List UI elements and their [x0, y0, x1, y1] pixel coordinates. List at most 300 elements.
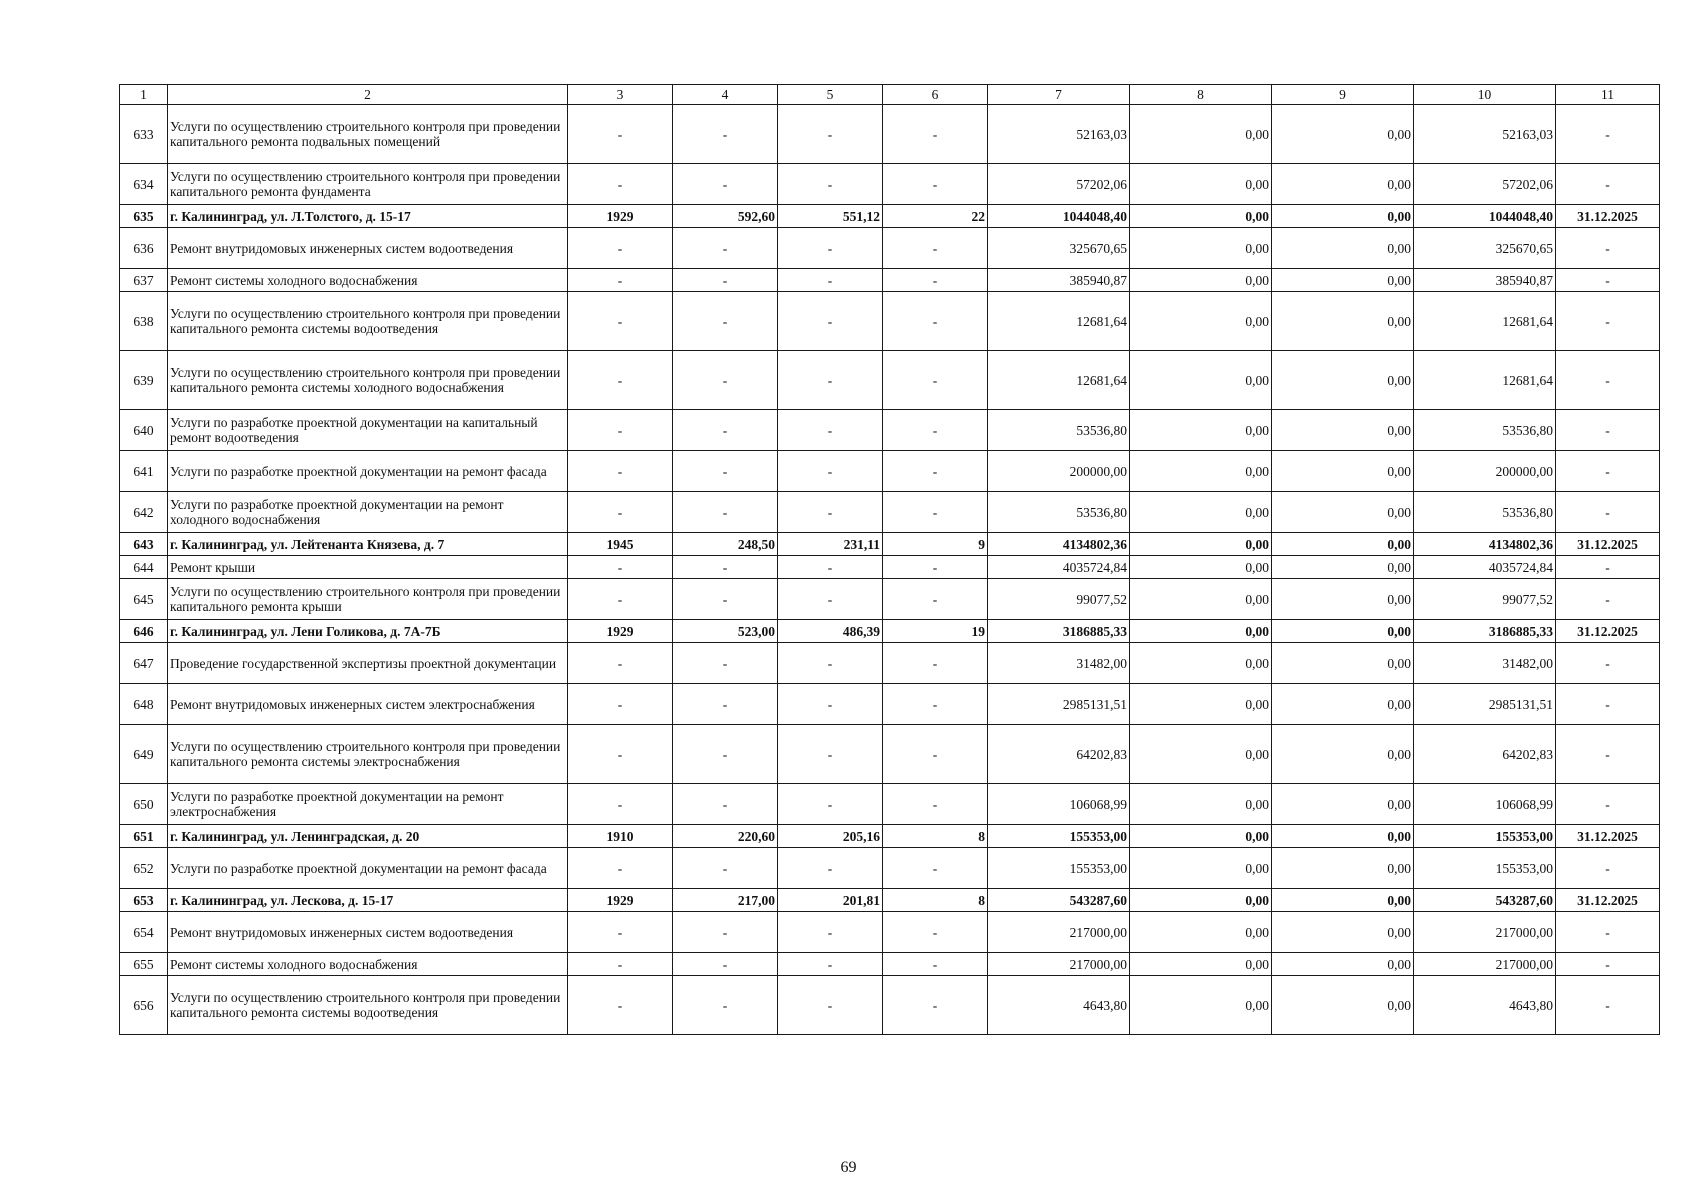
year-built-cell: -: [568, 164, 673, 205]
completion-date-cell: -: [1556, 725, 1660, 784]
living-area-cell: -: [778, 292, 883, 351]
other-cost-cell: 0,00: [1272, 292, 1414, 351]
capital-repair-cost-cell: 200000,00: [1414, 451, 1556, 492]
total-cost-cell: 2985131,51: [988, 684, 1130, 725]
total-area-cell: -: [673, 451, 778, 492]
total-area-cell: -: [673, 976, 778, 1035]
residents-cell: 9: [883, 533, 988, 556]
total-cost-cell: 53536,80: [988, 492, 1130, 533]
column-header: 7: [988, 85, 1130, 105]
description-cell: Ремонт внутридомовых инженерных систем электроснабжения: [168, 684, 568, 725]
completion-date-cell: -: [1556, 684, 1660, 725]
completion-date-cell: -: [1556, 410, 1660, 451]
completion-date-cell: 31.12.2025: [1556, 620, 1660, 643]
residents-cell: -: [883, 351, 988, 410]
total-cost-cell: 543287,60: [988, 889, 1130, 912]
total-area-cell: -: [673, 228, 778, 269]
fund-cost-cell: 0,00: [1130, 269, 1272, 292]
work-item-row: [120, 351, 1660, 410]
living-area-cell: 486,39: [778, 620, 883, 643]
description-cell: г. Калининград, ул. Лени Голикова, д. 7А-7Б: [168, 620, 568, 643]
fund-cost-cell: 0,00: [1130, 410, 1272, 451]
total-cost-cell: 64202,83: [988, 725, 1130, 784]
work-item-row: [120, 976, 1660, 1035]
column-header: 9: [1272, 85, 1414, 105]
year-built-cell: -: [568, 579, 673, 620]
work-item-row: [120, 451, 1660, 492]
residents-cell: -: [883, 410, 988, 451]
year-built-cell: 1945: [568, 533, 673, 556]
residents-cell: -: [883, 784, 988, 825]
completion-date-cell: -: [1556, 848, 1660, 889]
total-area-cell: -: [673, 292, 778, 351]
year-built-cell: -: [568, 492, 673, 533]
completion-date-cell: -: [1556, 105, 1660, 164]
fund-cost-cell: 0,00: [1130, 643, 1272, 684]
completion-date-cell: -: [1556, 912, 1660, 953]
other-cost-cell: 0,00: [1272, 953, 1414, 976]
year-built-cell: -: [568, 451, 673, 492]
description-cell: Ремонт системы холодного водоснабжения: [168, 269, 568, 292]
year-built-cell: -: [568, 228, 673, 269]
column-header: 2: [168, 85, 568, 105]
other-cost-cell: 0,00: [1272, 269, 1414, 292]
total-cost-cell: 99077,52: [988, 579, 1130, 620]
year-built-cell: -: [568, 643, 673, 684]
year-built-cell: -: [568, 351, 673, 410]
year-built-cell: -: [568, 725, 673, 784]
fund-cost-cell: 0,00: [1130, 205, 1272, 228]
residents-cell: -: [883, 848, 988, 889]
living-area-cell: 231,11: [778, 533, 883, 556]
residents-cell: -: [883, 164, 988, 205]
column-header: 5: [778, 85, 883, 105]
row-number-cell: 654: [120, 912, 168, 953]
capital-repair-cost-cell: 53536,80: [1414, 492, 1556, 533]
total-cost-cell: 4134802,36: [988, 533, 1130, 556]
year-built-cell: -: [568, 684, 673, 725]
capital-repair-cost-cell: 217000,00: [1414, 912, 1556, 953]
other-cost-cell: 0,00: [1272, 492, 1414, 533]
work-item-row: [120, 579, 1660, 620]
total-cost-cell: 1044048,40: [988, 205, 1130, 228]
fund-cost-cell: 0,00: [1130, 825, 1272, 848]
year-built-cell: 1910: [568, 825, 673, 848]
description-cell: г. Калининград, ул. Ленинградская, д. 20: [168, 825, 568, 848]
living-area-cell: -: [778, 953, 883, 976]
building-row: [120, 205, 1660, 228]
fund-cost-cell: 0,00: [1130, 556, 1272, 579]
work-item-row: [120, 912, 1660, 953]
total-cost-cell: 57202,06: [988, 164, 1130, 205]
total-area-cell: -: [673, 643, 778, 684]
total-area-cell: -: [673, 556, 778, 579]
capital-repair-cost-cell: 4643,80: [1414, 976, 1556, 1035]
description-cell: Услуги по разработке проектной документации на ремонт фасада: [168, 848, 568, 889]
fund-cost-cell: 0,00: [1130, 579, 1272, 620]
description-cell: г. Калининград, ул. Лейтенанта Князева, д. 7: [168, 533, 568, 556]
fund-cost-cell: 0,00: [1130, 912, 1272, 953]
building-row: [120, 620, 1660, 643]
living-area-cell: -: [778, 492, 883, 533]
work-item-row: [120, 228, 1660, 269]
column-number-header-row: [120, 85, 1660, 105]
work-item-row: [120, 643, 1660, 684]
living-area-cell: -: [778, 228, 883, 269]
total-cost-cell: 12681,64: [988, 292, 1130, 351]
row-number-cell: 636: [120, 228, 168, 269]
capital-repair-cost-cell: 4134802,36: [1414, 533, 1556, 556]
total-area-cell: -: [673, 164, 778, 205]
other-cost-cell: 0,00: [1272, 825, 1414, 848]
row-number-cell: 641: [120, 451, 168, 492]
residents-cell: -: [883, 953, 988, 976]
capital-repair-cost-cell: 155353,00: [1414, 848, 1556, 889]
row-number-cell: 647: [120, 643, 168, 684]
work-item-row: [120, 269, 1660, 292]
fund-cost-cell: 0,00: [1130, 784, 1272, 825]
other-cost-cell: 0,00: [1272, 410, 1414, 451]
column-header: 8: [1130, 85, 1272, 105]
capital-repair-cost-cell: 543287,60: [1414, 889, 1556, 912]
work-item-row: [120, 492, 1660, 533]
residents-cell: -: [883, 643, 988, 684]
residents-cell: -: [883, 725, 988, 784]
living-area-cell: -: [778, 725, 883, 784]
capital-repair-cost-cell: 1044048,40: [1414, 205, 1556, 228]
work-item-row: [120, 684, 1660, 725]
year-built-cell: -: [568, 105, 673, 164]
residents-cell: -: [883, 556, 988, 579]
other-cost-cell: 0,00: [1272, 620, 1414, 643]
total-cost-cell: 385940,87: [988, 269, 1130, 292]
capital-repair-cost-cell: 3186885,33: [1414, 620, 1556, 643]
description-cell: Услуги по осуществлению строительного контроля при проведении капитального ремонта подвальных помещений: [168, 105, 568, 164]
completion-date-cell: -: [1556, 643, 1660, 684]
description-cell: Услуги по осуществлению строительного контроля при проведении капитального ремонта крыши: [168, 579, 568, 620]
column-header: 10: [1414, 85, 1556, 105]
year-built-cell: -: [568, 292, 673, 351]
description-cell: Ремонт системы холодного водоснабжения: [168, 953, 568, 976]
description-cell: г. Калининград, ул. Лескова, д. 15-17: [168, 889, 568, 912]
other-cost-cell: 0,00: [1272, 889, 1414, 912]
total-cost-cell: 217000,00: [988, 953, 1130, 976]
fund-cost-cell: 0,00: [1130, 228, 1272, 269]
row-number-cell: 635: [120, 205, 168, 228]
total-area-cell: -: [673, 269, 778, 292]
capital-repair-cost-cell: 31482,00: [1414, 643, 1556, 684]
other-cost-cell: 0,00: [1272, 351, 1414, 410]
total-area-cell: 220,60: [673, 825, 778, 848]
other-cost-cell: 0,00: [1272, 533, 1414, 556]
capital-repair-cost-cell: 2985131,51: [1414, 684, 1556, 725]
other-cost-cell: 0,00: [1272, 105, 1414, 164]
other-cost-cell: 0,00: [1272, 784, 1414, 825]
completion-date-cell: -: [1556, 451, 1660, 492]
year-built-cell: -: [568, 848, 673, 889]
living-area-cell: -: [778, 912, 883, 953]
residents-cell: -: [883, 269, 988, 292]
total-area-cell: -: [673, 105, 778, 164]
fund-cost-cell: 0,00: [1130, 164, 1272, 205]
column-header: 1: [120, 85, 168, 105]
capital-repair-cost-cell: 12681,64: [1414, 292, 1556, 351]
total-cost-cell: 12681,64: [988, 351, 1130, 410]
year-built-cell: 1929: [568, 620, 673, 643]
living-area-cell: -: [778, 164, 883, 205]
row-number-cell: 656: [120, 976, 168, 1035]
residents-cell: -: [883, 292, 988, 351]
total-cost-cell: 155353,00: [988, 848, 1130, 889]
fund-cost-cell: 0,00: [1130, 725, 1272, 784]
fund-cost-cell: 0,00: [1130, 889, 1272, 912]
capital-repair-cost-cell: 64202,83: [1414, 725, 1556, 784]
capital-repair-cost-cell: 52163,03: [1414, 105, 1556, 164]
total-area-cell: -: [673, 912, 778, 953]
year-built-cell: -: [568, 556, 673, 579]
capital-repair-cost-cell: 106068,99: [1414, 784, 1556, 825]
capital-repair-cost-cell: 155353,00: [1414, 825, 1556, 848]
row-number-cell: 648: [120, 684, 168, 725]
description-cell: Проведение государственной экспертизы проектной документации: [168, 643, 568, 684]
total-cost-cell: 106068,99: [988, 784, 1130, 825]
row-number-cell: 646: [120, 620, 168, 643]
living-area-cell: 205,16: [778, 825, 883, 848]
other-cost-cell: 0,00: [1272, 228, 1414, 269]
residents-cell: -: [883, 228, 988, 269]
completion-date-cell: -: [1556, 784, 1660, 825]
other-cost-cell: 0,00: [1272, 684, 1414, 725]
total-area-cell: -: [673, 848, 778, 889]
living-area-cell: -: [778, 784, 883, 825]
work-item-row: [120, 848, 1660, 889]
completion-date-cell: 31.12.2025: [1556, 889, 1660, 912]
description-cell: Услуги по осуществлению строительного контроля при проведении капитального ремонта системы электроснабжения: [168, 725, 568, 784]
total-cost-cell: 3186885,33: [988, 620, 1130, 643]
total-area-cell: -: [673, 410, 778, 451]
row-number-cell: 643: [120, 533, 168, 556]
completion-date-cell: -: [1556, 292, 1660, 351]
living-area-cell: 201,81: [778, 889, 883, 912]
residents-cell: 19: [883, 620, 988, 643]
completion-date-cell: -: [1556, 228, 1660, 269]
year-built-cell: -: [568, 976, 673, 1035]
row-number-cell: 645: [120, 579, 168, 620]
other-cost-cell: 0,00: [1272, 912, 1414, 953]
residents-cell: 8: [883, 825, 988, 848]
living-area-cell: -: [778, 643, 883, 684]
year-built-cell: -: [568, 410, 673, 451]
total-area-cell: -: [673, 725, 778, 784]
completion-date-cell: -: [1556, 164, 1660, 205]
description-cell: Услуги по осуществлению строительного контроля при проведении капитального ремонта фундамента: [168, 164, 568, 205]
living-area-cell: -: [778, 451, 883, 492]
year-built-cell: 1929: [568, 205, 673, 228]
residents-cell: -: [883, 105, 988, 164]
living-area-cell: -: [778, 269, 883, 292]
work-item-row: [120, 784, 1660, 825]
building-row: [120, 889, 1660, 912]
total-cost-cell: 4643,80: [988, 976, 1130, 1035]
description-cell: Ремонт внутридомовых инженерных систем водоотведения: [168, 912, 568, 953]
description-cell: Услуги по осуществлению строительного контроля при проведении капитального ремонта системы водоотведения: [168, 292, 568, 351]
year-built-cell: -: [568, 953, 673, 976]
completion-date-cell: -: [1556, 556, 1660, 579]
living-area-cell: -: [778, 105, 883, 164]
capital-repair-cost-cell: 385940,87: [1414, 269, 1556, 292]
other-cost-cell: 0,00: [1272, 205, 1414, 228]
total-cost-cell: 31482,00: [988, 643, 1130, 684]
building-row: [120, 533, 1660, 556]
other-cost-cell: 0,00: [1272, 643, 1414, 684]
residents-cell: 8: [883, 889, 988, 912]
total-cost-cell: 200000,00: [988, 451, 1130, 492]
total-area-cell: 248,50: [673, 533, 778, 556]
total-cost-cell: 217000,00: [988, 912, 1130, 953]
description-cell: Услуги по разработке проектной документации на капитальный ремонт водоотведения: [168, 410, 568, 451]
total-cost-cell: 325670,65: [988, 228, 1130, 269]
row-number-cell: 640: [120, 410, 168, 451]
column-header: 3: [568, 85, 673, 105]
column-header: 11: [1556, 85, 1660, 105]
work-item-row: [120, 410, 1660, 451]
residents-cell: -: [883, 912, 988, 953]
total-area-cell: -: [673, 684, 778, 725]
total-area-cell: -: [673, 579, 778, 620]
fund-cost-cell: 0,00: [1130, 976, 1272, 1035]
column-header: 4: [673, 85, 778, 105]
completion-date-cell: 31.12.2025: [1556, 825, 1660, 848]
row-number-cell: 651: [120, 825, 168, 848]
total-cost-cell: 53536,80: [988, 410, 1130, 451]
description-cell: Услуги по разработке проектной документации на ремонт холодного водоснабжения: [168, 492, 568, 533]
capital-repair-cost-cell: 4035724,84: [1414, 556, 1556, 579]
description-cell: Ремонт внутридомовых инженерных систем водоотведения: [168, 228, 568, 269]
year-built-cell: -: [568, 912, 673, 953]
fund-cost-cell: 0,00: [1130, 684, 1272, 725]
row-number-cell: 652: [120, 848, 168, 889]
completion-date-cell: 31.12.2025: [1556, 205, 1660, 228]
work-item-row: [120, 164, 1660, 205]
total-cost-cell: 155353,00: [988, 825, 1130, 848]
fund-cost-cell: 0,00: [1130, 533, 1272, 556]
work-item-row: [120, 105, 1660, 164]
residents-cell: 22: [883, 205, 988, 228]
work-item-row: [120, 953, 1660, 976]
row-number-cell: 639: [120, 351, 168, 410]
total-cost-cell: 4035724,84: [988, 556, 1130, 579]
work-item-row: [120, 725, 1660, 784]
total-area-cell: 523,00: [673, 620, 778, 643]
living-area-cell: -: [778, 848, 883, 889]
total-area-cell: -: [673, 784, 778, 825]
total-area-cell: -: [673, 953, 778, 976]
fund-cost-cell: 0,00: [1130, 492, 1272, 533]
living-area-cell: -: [778, 579, 883, 620]
other-cost-cell: 0,00: [1272, 725, 1414, 784]
fund-cost-cell: 0,00: [1130, 848, 1272, 889]
year-built-cell: -: [568, 784, 673, 825]
total-area-cell: 592,60: [673, 205, 778, 228]
total-area-cell: 217,00: [673, 889, 778, 912]
capital-repair-table: [119, 84, 1660, 1035]
description-cell: Услуги по разработке проектной документации на ремонт фасада: [168, 451, 568, 492]
building-row: [120, 825, 1660, 848]
capital-repair-cost-cell: 325670,65: [1414, 228, 1556, 269]
row-number-cell: 650: [120, 784, 168, 825]
residents-cell: -: [883, 976, 988, 1035]
year-built-cell: -: [568, 269, 673, 292]
table-body: [120, 105, 1660, 1035]
row-number-cell: 649: [120, 725, 168, 784]
other-cost-cell: 0,00: [1272, 556, 1414, 579]
fund-cost-cell: 0,00: [1130, 105, 1272, 164]
row-number-cell: 644: [120, 556, 168, 579]
other-cost-cell: 0,00: [1272, 164, 1414, 205]
row-number-cell: 642: [120, 492, 168, 533]
capital-repair-cost-cell: 217000,00: [1414, 953, 1556, 976]
fund-cost-cell: 0,00: [1130, 953, 1272, 976]
completion-date-cell: -: [1556, 351, 1660, 410]
residents-cell: -: [883, 492, 988, 533]
living-area-cell: -: [778, 684, 883, 725]
living-area-cell: -: [778, 556, 883, 579]
work-item-row: [120, 292, 1660, 351]
fund-cost-cell: 0,00: [1130, 351, 1272, 410]
other-cost-cell: 0,00: [1272, 976, 1414, 1035]
completion-date-cell: 31.12.2025: [1556, 533, 1660, 556]
capital-repair-cost-cell: 53536,80: [1414, 410, 1556, 451]
year-built-cell: 1929: [568, 889, 673, 912]
residents-cell: -: [883, 579, 988, 620]
row-number-cell: 655: [120, 953, 168, 976]
row-number-cell: 634: [120, 164, 168, 205]
description-cell: Услуги по осуществлению строительного контроля при проведении капитального ремонта системы холодного водоснабжения: [168, 351, 568, 410]
completion-date-cell: -: [1556, 579, 1660, 620]
page-number: 69: [840, 1159, 857, 1176]
description-cell: Ремонт крыши: [168, 556, 568, 579]
total-cost-cell: 52163,03: [988, 105, 1130, 164]
row-number-cell: 637: [120, 269, 168, 292]
other-cost-cell: 0,00: [1272, 579, 1414, 620]
row-number-cell: 653: [120, 889, 168, 912]
column-header: 6: [883, 85, 988, 105]
living-area-cell: 551,12: [778, 205, 883, 228]
description-cell: г. Калининград, ул. Л.Толстого, д. 15-17: [168, 205, 568, 228]
work-item-row: [120, 556, 1660, 579]
capital-repair-cost-cell: 99077,52: [1414, 579, 1556, 620]
total-area-cell: -: [673, 492, 778, 533]
other-cost-cell: 0,00: [1272, 451, 1414, 492]
residents-cell: -: [883, 684, 988, 725]
row-number-cell: 638: [120, 292, 168, 351]
completion-date-cell: -: [1556, 269, 1660, 292]
row-number-cell: 633: [120, 105, 168, 164]
completion-date-cell: -: [1556, 976, 1660, 1035]
residents-cell: -: [883, 451, 988, 492]
living-area-cell: -: [778, 410, 883, 451]
total-area-cell: -: [673, 351, 778, 410]
completion-date-cell: -: [1556, 953, 1660, 976]
description-cell: Услуги по разработке проектной документации на ремонт электроснабжения: [168, 784, 568, 825]
description-cell: Услуги по осуществлению строительного контроля при проведении капитального ремонта системы водоотведения: [168, 976, 568, 1035]
capital-repair-cost-cell: 57202,06: [1414, 164, 1556, 205]
completion-date-cell: -: [1556, 492, 1660, 533]
fund-cost-cell: 0,00: [1130, 292, 1272, 351]
living-area-cell: -: [778, 351, 883, 410]
fund-cost-cell: 0,00: [1130, 451, 1272, 492]
other-cost-cell: 0,00: [1272, 848, 1414, 889]
